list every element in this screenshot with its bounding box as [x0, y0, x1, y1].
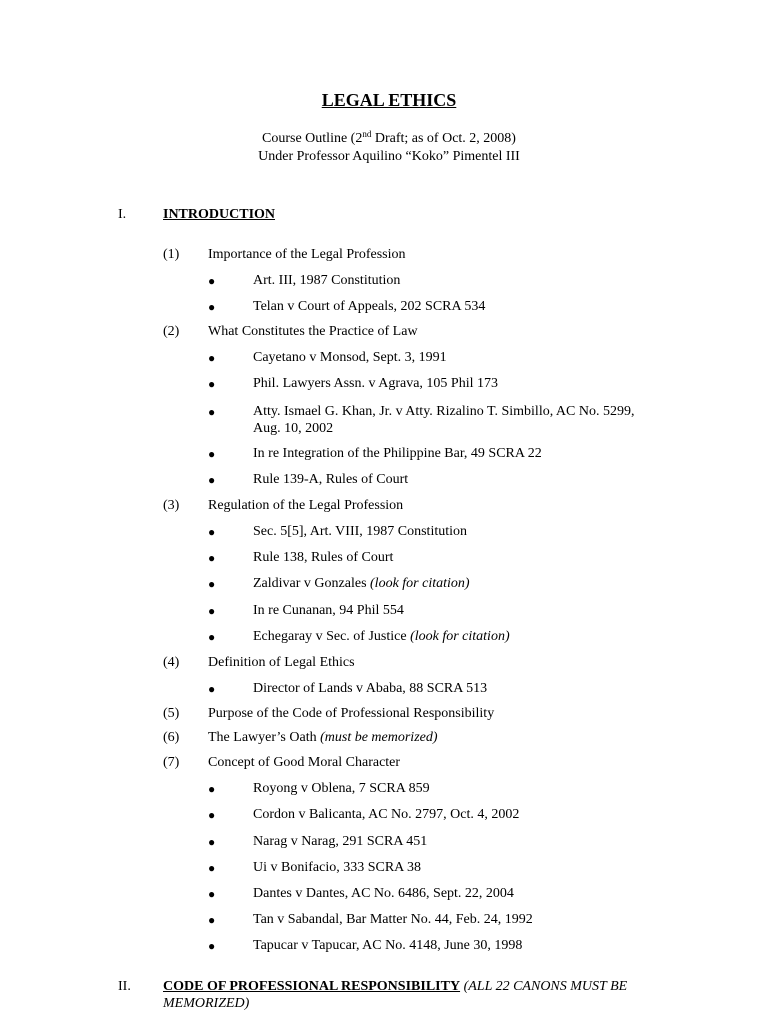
- topic-label: Definition of Legal Ethics: [208, 655, 355, 670]
- topic-number: (2): [163, 324, 180, 339]
- list-item: Director of Lands v Ababa, 88 SCRA 513: [253, 681, 488, 696]
- topic-number: (6): [163, 730, 180, 745]
- list-item: Cayetano v Monsod, Sept. 3, 1991: [253, 350, 447, 365]
- list-item: Zaldivar v Gonzales (look for citation): [253, 576, 470, 591]
- list-item: In re Integration of the Philippine Bar, 49 SCRA 22: [253, 446, 542, 461]
- bullet-icon: ●: [208, 447, 216, 461]
- professor-line: Under Professor Aquilino “Koko” Pimentel III: [258, 149, 520, 164]
- bullet-icon: ●: [208, 682, 216, 696]
- topic-label: What Constitutes the Practice of Law: [208, 324, 418, 339]
- section-heading: INTRODUCTION: [163, 207, 276, 222]
- bullet-icon: ●: [208, 577, 216, 591]
- bullet-icon: ●: [208, 300, 216, 314]
- list-item: Cordon v Balicanta, AC No. 2797, Oct. 4, 2002: [253, 807, 520, 822]
- bullet-icon: ●: [208, 939, 216, 953]
- bullet-icon: ●: [208, 551, 216, 565]
- document-title: LEGAL ETHICS: [321, 90, 457, 110]
- list-item: Sec. 5[5], Art. VIII, 1987 Constitution: [253, 524, 468, 539]
- bullet-icon: ●: [208, 377, 216, 391]
- bullet-icon: ●: [208, 913, 216, 927]
- topic-number: (3): [163, 498, 180, 513]
- bullet-icon: ●: [208, 861, 216, 875]
- topic-label: The Lawyer’s Oath (must be memorized): [208, 730, 438, 745]
- section-heading: CODE OF PROFESSIONAL RESPONSIBILITY (ALL 22 CANONS MUST BE MEMORIZED): [163, 979, 628, 1011]
- bullet-icon: ●: [208, 274, 216, 288]
- list-item: Dantes v Dantes, AC No. 6486, Sept. 22, 2004: [253, 886, 514, 901]
- list-item: Phil. Lawyers Assn. v Agrava, 105 Phil 173: [253, 376, 498, 391]
- bullet-icon: ●: [208, 887, 216, 901]
- bullet-icon: ●: [208, 351, 216, 365]
- list-item: Narag v Narag, 291 SCRA 451: [253, 834, 428, 849]
- bullet-icon: ●: [208, 405, 216, 419]
- bullet-icon: ●: [208, 473, 216, 487]
- bullet-icon: ●: [208, 835, 216, 849]
- list-item: In re Cunanan, 94 Phil 554: [253, 603, 404, 618]
- list-item: Rule 138, Rules of Court: [253, 550, 394, 565]
- list-item: Echegaray v Sec. of Justice (look for citation): [253, 629, 510, 644]
- topic-label: Concept of Good Moral Character: [208, 755, 401, 770]
- topic-number: (1): [163, 247, 180, 262]
- bullet-icon: ●: [208, 808, 216, 822]
- list-item: Telan v Court of Appeals, 202 SCRA 534: [253, 299, 486, 314]
- list-item: Art. III, 1987 Constitution: [253, 273, 401, 288]
- topic-number: (5): [163, 706, 180, 721]
- bullet-icon: ●: [208, 782, 216, 796]
- bullet-icon: ●: [208, 525, 216, 539]
- section-numeral: I.: [118, 207, 127, 222]
- list-item: Royong v Oblena, 7 SCRA 859: [253, 781, 430, 796]
- list-item: Tan v Sabandal, Bar Matter No. 44, Feb. 24, 1992: [253, 912, 533, 927]
- section-numeral: II.: [118, 979, 131, 994]
- topic-label: Regulation of the Legal Profession: [208, 498, 404, 513]
- topic-number: (7): [163, 755, 180, 770]
- topic-label: Importance of the Legal Profession: [208, 247, 406, 262]
- list-item: Tapucar v Tapucar, AC No. 4148, June 30, 1998: [253, 938, 523, 953]
- course-outline-line: Course Outline (2nd Draft; as of Oct. 2, 2008): [262, 129, 516, 146]
- bullet-icon: ●: [208, 630, 216, 644]
- list-item: Ui v Bonifacio, 333 SCRA 38: [253, 860, 422, 875]
- topic-number: (4): [163, 655, 180, 670]
- list-item: Rule 139-A, Rules of Court: [253, 472, 409, 487]
- topic-label: Purpose of the Code of Professional Responsibility: [208, 706, 495, 721]
- list-item: Atty. Ismael G. Khan, Jr. v Atty. Rizalino T. Simbillo, AC No. 5299, Aug. 10, 2002: [253, 404, 635, 436]
- bullet-icon: ●: [208, 604, 216, 618]
